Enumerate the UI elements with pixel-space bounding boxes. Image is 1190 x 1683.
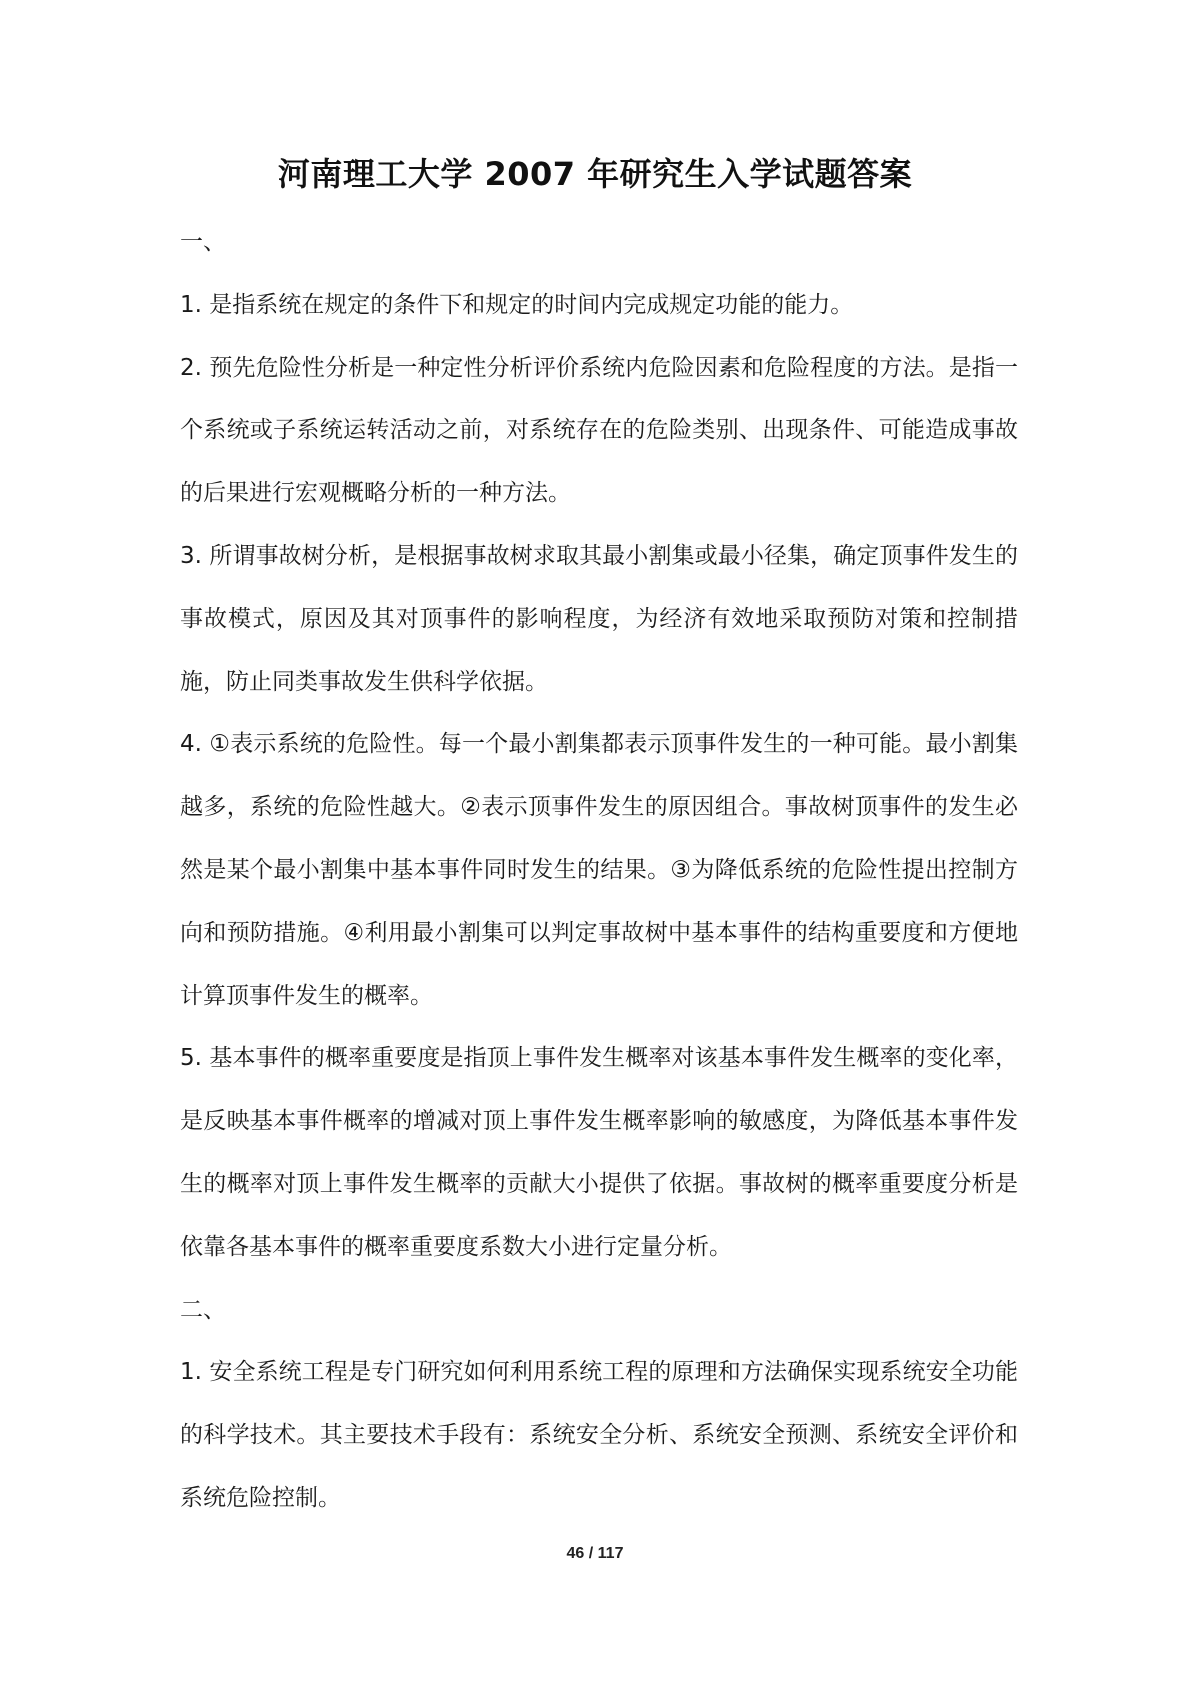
document-body xyxy=(180,211,1018,1530)
answer-paragraph: 2. 预先危险性分析是一种定性分析评价系统内危险因素和危险程度的方法。是指一个系统或子系统运转活动之前，对系统存在的危险类别、出现条件、可能造成事故的后果进行宏观概略分析的一种方法。 xyxy=(180,354,1018,507)
answer-paragraph: 5. 基本事件的概率重要度是指顶上事件发生概率对该基本事件发生概率的变化率，是反映基本事件概率的增减对顶上事件发生概率影响的敏感度，为降低基本事件发生的概率对顶上事件发生概率的贡献大小提供了依据。事故树的概率重要度分析是依靠各基本事件的概率重要度系数大小进行定量分析。 xyxy=(180,1045,1018,1260)
answer-paragraph: 3. 所谓事故树分析，是根据事故树求取其最小割集或最小径集，确定顶事件发生的事故模式，原因及其对顶事件的影响程度，为经济有效地采取预防对策和控制措施，防止同类事故发生供科学依据。 xyxy=(180,542,1018,695)
page-number: 46 / 117 xyxy=(566,1545,624,1562)
section-heading: 一、 xyxy=(180,229,226,255)
answer-paragraph: 1. 是指系统在规定的条件下和规定的时间内完成规定功能的能力。 xyxy=(180,291,854,318)
document-title: 河南理工大学 2007 年研究生入学试题答案 xyxy=(277,155,913,193)
answer-paragraph: 1. 安全系统工程是专门研究如何利用系统工程的原理和方法确保实现系统安全功能的科学技术。其主要技术手段有：系统安全分析、系统安全预测、系统安全评价和系统危险控制。 xyxy=(180,1359,1018,1511)
answer-paragraph: 4. ①表示系统的危险性。每一个最小割集都表示顶事件发生的一种可能。最小割集越多，系统的危险性越大。②表示顶事件发生的原因组合。事故树顶事件的发生必然是某个最小割集中基本事件同时发生的结果。③为降低系统的危险性提出控制方向和预防措施。④利用最小割集可以判定事故树中基本事件的结构重要度和方便地计算顶事件发生的概率。 xyxy=(180,731,1018,1009)
section-heading: 二、 xyxy=(180,1296,226,1323)
